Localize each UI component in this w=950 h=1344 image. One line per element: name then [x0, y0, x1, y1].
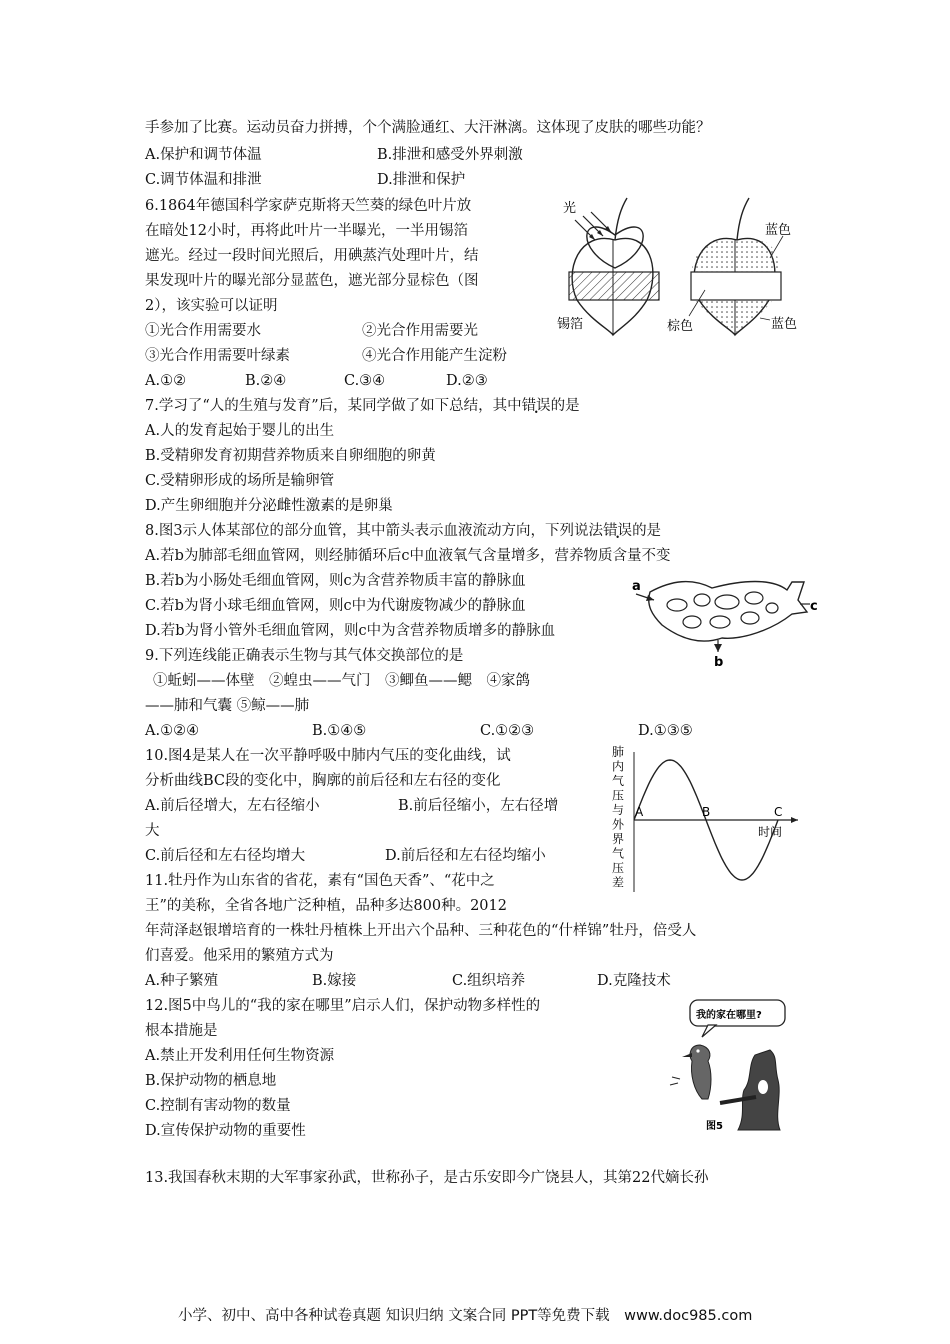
label-a: a — [632, 579, 641, 594]
q6-option-c: C.③④ — [344, 373, 386, 389]
q12-option-a: A.禁止开发利用任何生物资源 — [145, 1048, 335, 1064]
q11-line-4: 们喜爱。他采用的繁殖方式为 — [145, 948, 334, 964]
q6-option-b: B.②④ — [245, 373, 287, 389]
speech-text: 我的家在哪里? — [696, 1010, 762, 1021]
figure-caption: 图5 — [706, 1121, 723, 1132]
y-label-char: 差 — [612, 875, 625, 890]
bird — [690, 1045, 711, 1099]
q10-option-c: C.前后径和左右径均增大 — [145, 848, 306, 864]
q6-line-4: 果发现叶片的曝光部分显蓝色，遮光部分显棕色（图 — [145, 273, 479, 289]
q12-line-1: 12.图5中鸟儿的“我的家在哪里”启示人们，保护动物多样性的 — [145, 998, 541, 1014]
y-label-char: 界 — [612, 832, 625, 846]
point-label-A: A — [635, 805, 644, 819]
q8-emphasis: 错误 — [603, 523, 633, 539]
q7-option-a: A.人的发育起始于婴儿的出生 — [145, 423, 335, 439]
x-axis-label: 时间 — [758, 825, 783, 839]
y-label-char: 外 — [612, 817, 625, 832]
foil-label: 锡箔 — [557, 317, 584, 332]
q8-option-b: B.若b为小肠处毛细血管网，则c为含营养物质丰富的静脉血 — [145, 573, 526, 589]
y-label-char: 与 — [612, 803, 625, 817]
q8-stem: 8.图3示人体某部位的部分血管，其中箭头表示血液流动方向，下列说法错误的是 — [145, 523, 662, 539]
q9-option-b: B.①④⑤ — [312, 723, 367, 739]
y-label-char: 肺 — [612, 745, 625, 759]
q11-option-b: B.嫁接 — [312, 973, 357, 989]
q9-option-c: C.①②③ — [480, 723, 535, 739]
q11-line-2: 王”的美称，全省各地广泛种植，品种多达800种。2012 — [145, 898, 507, 914]
q9-stem: 9.下列连线能正确表示生物与其气体交换部位的是 — [145, 648, 464, 664]
q11-option-c: C.组织培养 — [452, 973, 526, 989]
brown-band — [691, 272, 781, 300]
q5-option-b: B.排泄和感受外界刺激 — [377, 147, 523, 163]
left-leaf — [587, 227, 643, 268]
q10-option-d: D.前后径和左右径均缩小 — [385, 848, 546, 864]
q7-emphasis: 错误 — [521, 398, 551, 414]
bird-cartoon-figure — [660, 995, 790, 1135]
q7-option-b: B.受精卵发育初期营养物质来自卵细胞的卵黄 — [145, 448, 436, 464]
q6-statement-4: ④光合作用能产生淀粉 — [362, 348, 507, 364]
point-label-C: C — [774, 805, 783, 819]
y-label-char: 气 — [612, 846, 625, 861]
tree-hole — [758, 1080, 768, 1094]
q10-line-2: 分析曲线BC段的变化中，胸廓的前后径和左右径的变化 — [145, 773, 501, 789]
q13-stem: 13.我国春秋末期的大军事家孙武，世称孙子，是古乐安即今广饶县人，其第22代嫡长孙 — [145, 1170, 709, 1186]
brown-label: 棕色 — [667, 319, 694, 334]
q8-option-c: C.若b为肾小球毛细血管网，则c中为代谢废物减少的静脉血 — [145, 598, 526, 614]
q5-option-a: A.保护和调节体温 — [145, 147, 262, 163]
q5-stem: 手参加了比赛。运动员奋力拼搏，个个满脸通红、大汗淋漓。这体现了皮肤的哪些功能？ — [145, 120, 711, 136]
q10-line-1: 10.图4是某人在一次平静呼吸中肺内气压的变化曲线，试 — [145, 748, 511, 764]
q12-option-c: C.控制有害动物的数量 — [145, 1098, 291, 1114]
y-label-char: 压 — [612, 788, 625, 803]
q6-line-2: 在暗处12小时，再将此叶片一半曝光，一半用锡箔 — [145, 223, 468, 239]
q7-option-c: C.受精卵形成的场所是输卵管 — [145, 473, 335, 489]
q9-pairs-line-1: ①蚯蚓——体壁 ②蝗虫——气门 ③鲫鱼——鳃 ④家鸽 — [153, 673, 530, 689]
y-label-char: 内 — [612, 759, 625, 774]
q11-line-3: 年菏泽赵银增培育的一株牡丹植株上开出六个品种、三种花色的“什样锦”牡丹，倍受人 — [145, 923, 697, 939]
q6-statement-3: ③光合作用需要叶绿素 — [145, 348, 290, 364]
q8-option-d: D.若b为肾小管外毛细血管网，则c中为含营养物质增多的静脉血 — [145, 623, 556, 639]
blue-bottom-region — [695, 300, 773, 335]
q5-option-d: D.排泄和保护 — [377, 172, 466, 188]
q11-option-d: D.克隆技术 — [597, 973, 671, 989]
pressure-chart — [608, 742, 803, 902]
q5-option-c: C.调节体温和排泄 — [145, 172, 262, 188]
q6-statement-2: ②光合作用需要光 — [362, 323, 478, 339]
q6-option-a: A.①② — [145, 373, 187, 389]
y-label-char: 压 — [612, 861, 625, 875]
q10-option-a: A.前后径增大，左右径缩小 — [145, 798, 320, 814]
q7-option-d: D.产生卵细胞并分泌雌性激素的是卵巢 — [145, 498, 393, 514]
vessel-outline — [649, 582, 807, 642]
light-label: 光 — [563, 201, 577, 216]
q11-option-a: A.种子繁殖 — [145, 973, 219, 989]
q9-option-a: A.①②④ — [145, 723, 200, 739]
y-axis-label — [612, 744, 625, 890]
q12-line-2: 根本措施是 — [145, 1023, 218, 1039]
blue-bottom-label: 蓝色 — [771, 317, 798, 332]
q9-pairs-line-2: ——肺和气囊 ⑤鲸——肺 — [145, 698, 310, 714]
blue-top-label: 蓝色 — [765, 223, 792, 238]
q6-line-1: 6.1864年德国科学家萨克斯将天竺葵的绿色叶片放 — [145, 198, 472, 214]
q11-line-1: 11.牡丹作为山东省的省花，素有“国色天香”、“花中之 — [145, 873, 495, 889]
y-label-char: 气 — [612, 774, 625, 788]
page-footer: 小学、初中、高中各种试卷真题 知识归纳 文案合同 PPT等免费下载 www.doc985.com — [178, 1308, 753, 1324]
label-b: b — [714, 655, 724, 670]
q6-statement-1: ①光合作用需要水 — [145, 323, 261, 339]
foil-band — [569, 272, 659, 300]
q10-option-b-wrap: 大 — [145, 823, 160, 839]
q6-line-5: 2），该实验可以证明 — [145, 298, 278, 314]
q9-option-d: D.①③⑤ — [638, 723, 693, 739]
point-label-B: B — [702, 805, 711, 819]
leaf-experiment-figure — [555, 190, 815, 340]
q12-option-b: B.保护动物的栖息地 — [145, 1073, 277, 1089]
label-c: c — [810, 599, 818, 614]
q12-option-d: D.宣传保护动物的重要性 — [145, 1123, 306, 1139]
capillary-figure — [632, 570, 822, 670]
q10-option-b: B.前后径缩小，左右径增 — [398, 798, 559, 814]
q6-option-d: D.②③ — [446, 373, 488, 389]
q7-stem: 7.学习了“人的生殖与发育”后，某同学做了如下总结，其中错误的是 — [145, 398, 580, 414]
q8-option-a: A.若b为肺部毛细血管网，则经肺循环后c中血液氧气含量增多，营养物质含量不变 — [145, 548, 671, 564]
q6-line-3: 遮光。经过一段时间光照后，用碘蒸汽处理叶片，结 — [145, 248, 479, 264]
